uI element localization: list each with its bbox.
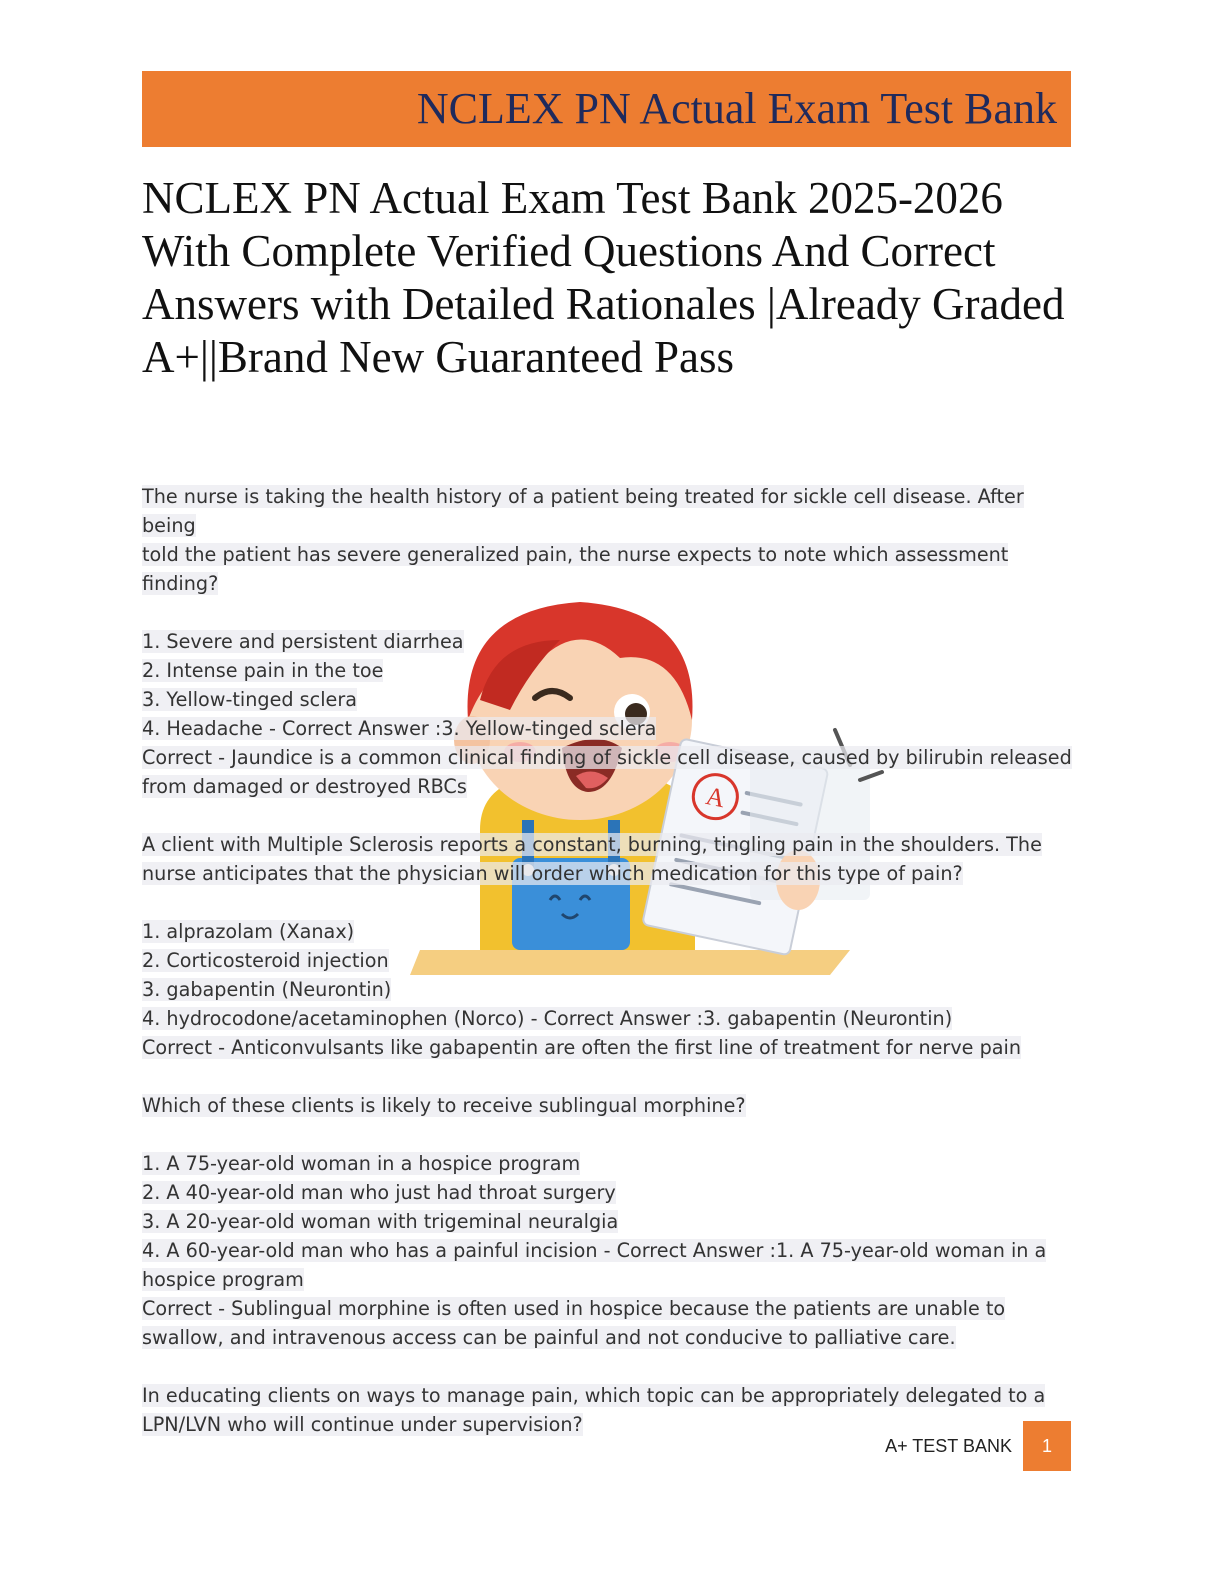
question-4 — [142, 1381, 1072, 1439]
question-1 — [142, 482, 1072, 598]
question-3 — [142, 1091, 1072, 1120]
question-line: nurse anticipates that the physician will order which medication for this type of pain? — [142, 862, 963, 885]
rationale-line: swallow, and intravenous access can be painful and not conducive to palliative care. — [142, 1326, 956, 1349]
rationale-line: from damaged or destroyed RBCs — [142, 775, 467, 798]
header-title: NCLEX PN Actual Exam Test Bank — [416, 84, 1057, 133]
rationale-line: Correct - Jaundice is a common clinical finding of sickle cell disease, caused by bilirubin released — [142, 746, 1072, 769]
option-line: 2. A 40-year-old man who just had throat surgery — [142, 1181, 616, 1204]
page-number: 1 — [1023, 1421, 1071, 1471]
option-line: 3. A 20-year-old woman with trigeminal neuralgia — [142, 1210, 619, 1233]
option-line: hospice program — [142, 1268, 304, 1291]
question-line: A client with Multiple Sclerosis reports a constant, burning, tingling pain in the shoulders. The — [142, 833, 1042, 856]
question-line: told the patient has severe generalized pain, the nurse expects to note which assessment — [142, 543, 1009, 566]
option-line: 1. alprazolam (Xanax) — [142, 920, 355, 943]
option-line: 4. Headache - Correct Answer :3. Yellow-tinged sclera — [142, 717, 657, 740]
option-line: 2. Intense pain in the toe — [142, 659, 384, 682]
svg-text:A: A — [703, 781, 728, 814]
document-title: NCLEX PN Actual Exam Test Bank 2025-2026 With Complete Verified Questions And Correct Answers with Detailed Rationales |Already Graded A+||Brand New Guaranteed Pass — [142, 173, 1065, 382]
question-line: In educating clients on ways to manage pain, which topic can be appropriately delegated to a — [142, 1384, 1046, 1407]
header-bar — [142, 71, 1071, 147]
option-line: 3. gabapentin (Neurontin) — [142, 978, 392, 1001]
option-line: 4. hydrocodone/acetaminophen (Norco) - Correct Answer :3. gabapentin (Neurontin) — [142, 1007, 953, 1030]
footer-label: A+ TEST BANK — [885, 1436, 1012, 1456]
option-line: 4. A 60-year-old man who has a painful incision - Correct Answer :1. A 75-year-old woman in a — [142, 1239, 1047, 1262]
option-line: 1. Severe and persistent diarrhea — [142, 630, 464, 653]
option-line: 3. Yellow-tinged sclera — [142, 688, 358, 711]
rationale-line: Correct - Anticonvulsants like gabapentin are often the first line of treatment for nerve pain — [142, 1036, 1022, 1059]
options-2 — [142, 917, 1072, 1062]
question-line: The nurse is taking the health history of a patient being treated for sickle cell disease. After being — [142, 485, 1024, 537]
question-line: finding? — [142, 572, 219, 595]
question-2 — [142, 830, 1072, 888]
option-line: 1. A 75-year-old woman in a hospice program — [142, 1152, 581, 1175]
rationale-line: Correct - Sublingual morphine is often used in hospice because the patients are unable to — [142, 1297, 1006, 1320]
options-1 — [142, 627, 1072, 801]
option-line: 2. Corticosteroid injection — [142, 949, 389, 972]
question-line: Which of these clients is likely to receive sublingual morphine? — [142, 1094, 746, 1117]
question-line: LPN/LVN who will continue under supervision? — [142, 1413, 583, 1436]
question-content — [142, 482, 1072, 1468]
options-3 — [142, 1149, 1072, 1352]
